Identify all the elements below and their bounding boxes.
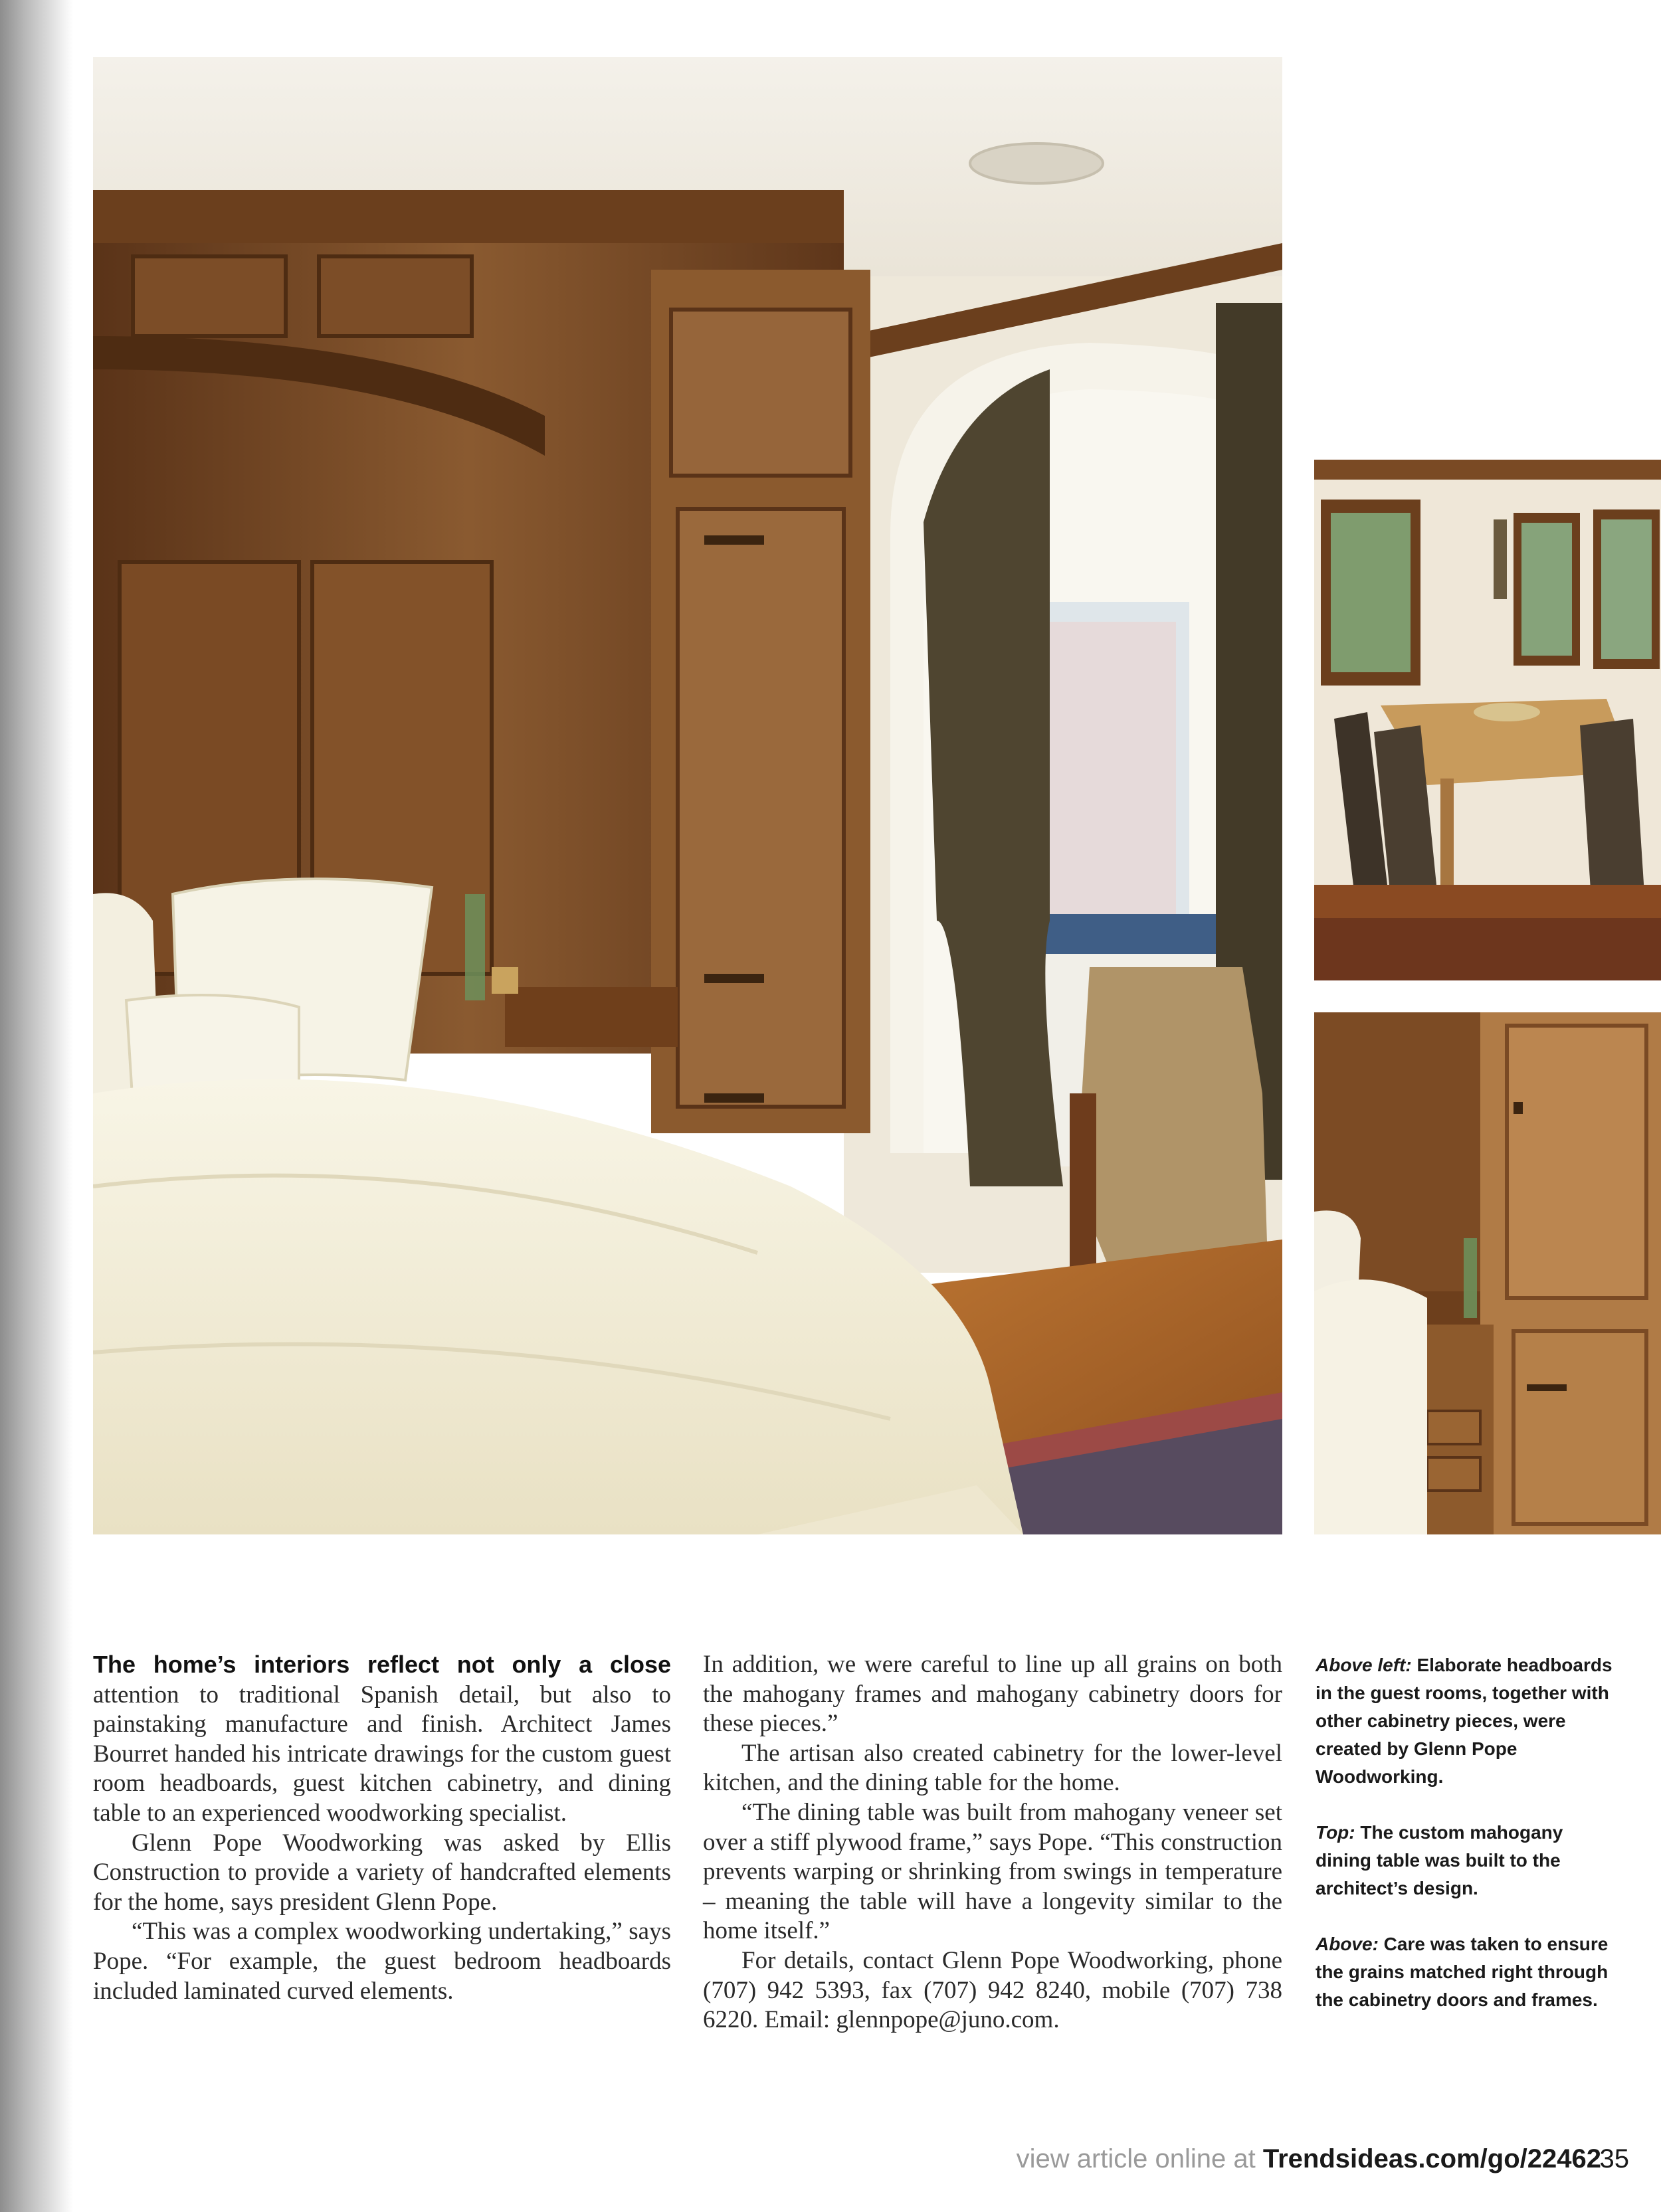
article-paragraph-7: For details, contact Glenn Pope Woodworking, phone (707) 942 5393, fax (707) 942 8240, mobile (707) 738 6220. Email: glennpope@juno.com. <box>703 1946 1282 2034</box>
article-paragraph-6: “The dining table was built from mahogany veneer set over a stiff plywood frame,” says Pope. “This construction prevents warping or shrinking from swings in temperature – meaning the table will have a longevity similar to the home itself.” <box>703 1798 1282 1945</box>
bedroom-photo <box>93 57 1282 1534</box>
dining-illustration <box>1314 460 1661 980</box>
cabinetry-illustration <box>1314 1012 1661 1534</box>
page-gutter-shadow <box>0 0 73 2212</box>
caption-label: Above: <box>1316 1934 1379 1954</box>
bedroom-illustration <box>93 57 1282 1534</box>
footer-prefix: view article online at <box>1016 2144 1263 2173</box>
article-paragraph-2: Glenn Pope Woodworking was asked by Ellis Construction to provide a variety of handcrafted elements for the home, says president Glenn Pope. <box>93 1829 671 1916</box>
article-paragraph-1-text: attention to traditional Spanish detail, but also to painstaking manufacture and finish. Architect James Bourret handed his intricate drawings for the custom guest room headboards, guest kitchen cabinetry, and dining table to an experienced woodworking specialist. <box>93 1681 671 1827</box>
caption-label: Above left: <box>1316 1655 1412 1675</box>
caption-label: Top: <box>1316 1822 1355 1843</box>
footer-site-link[interactable]: Trendsideas.com/go/22462 <box>1262 2144 1601 2173</box>
caption-text: Care was taken to ensure the grains matched right through the cabinetry doors and frames. <box>1316 1934 1609 2010</box>
photo-captions <box>1316 1651 1614 2042</box>
footer-link-line <box>864 2144 1601 2174</box>
article-column-1 <box>93 1650 671 2006</box>
article-lead-in: The home’s interiors reflect not only a close <box>93 1651 671 1678</box>
cabinetry-detail-photo <box>1314 1012 1661 1534</box>
caption-text: Elaborate headboards in the guest rooms, together with other cabinetry pieces, were created by Glenn Pope Woodworking. <box>1316 1655 1612 1787</box>
article-paragraph-4: In addition, we were careful to line up all grains on both the mahogany frames and mahogany cabinetry doors for these pieces.” <box>703 1651 1282 1738</box>
caption-text: The custom mahogany dining table was built to the architect’s design. <box>1316 1822 1563 1898</box>
article-paragraph-1 <box>93 1650 671 1829</box>
dining-table-photo <box>1314 460 1661 980</box>
article-paragraph-3: “This was a complex woodworking undertaking,” says Pope. “For example, the guest bedroom headboards included laminated curved elements. <box>93 1918 671 2005</box>
caption-top <box>1316 1819 1614 1902</box>
article-column-2 <box>703 1650 1282 2035</box>
caption-above <box>1316 1930 1614 2014</box>
page-number: 35 <box>1599 2144 1629 2173</box>
caption-above-left <box>1316 1651 1614 1791</box>
article-paragraph-5: The artisan also created cabinetry for the lower-level kitchen, and the dining table for the home. <box>703 1739 1282 1797</box>
